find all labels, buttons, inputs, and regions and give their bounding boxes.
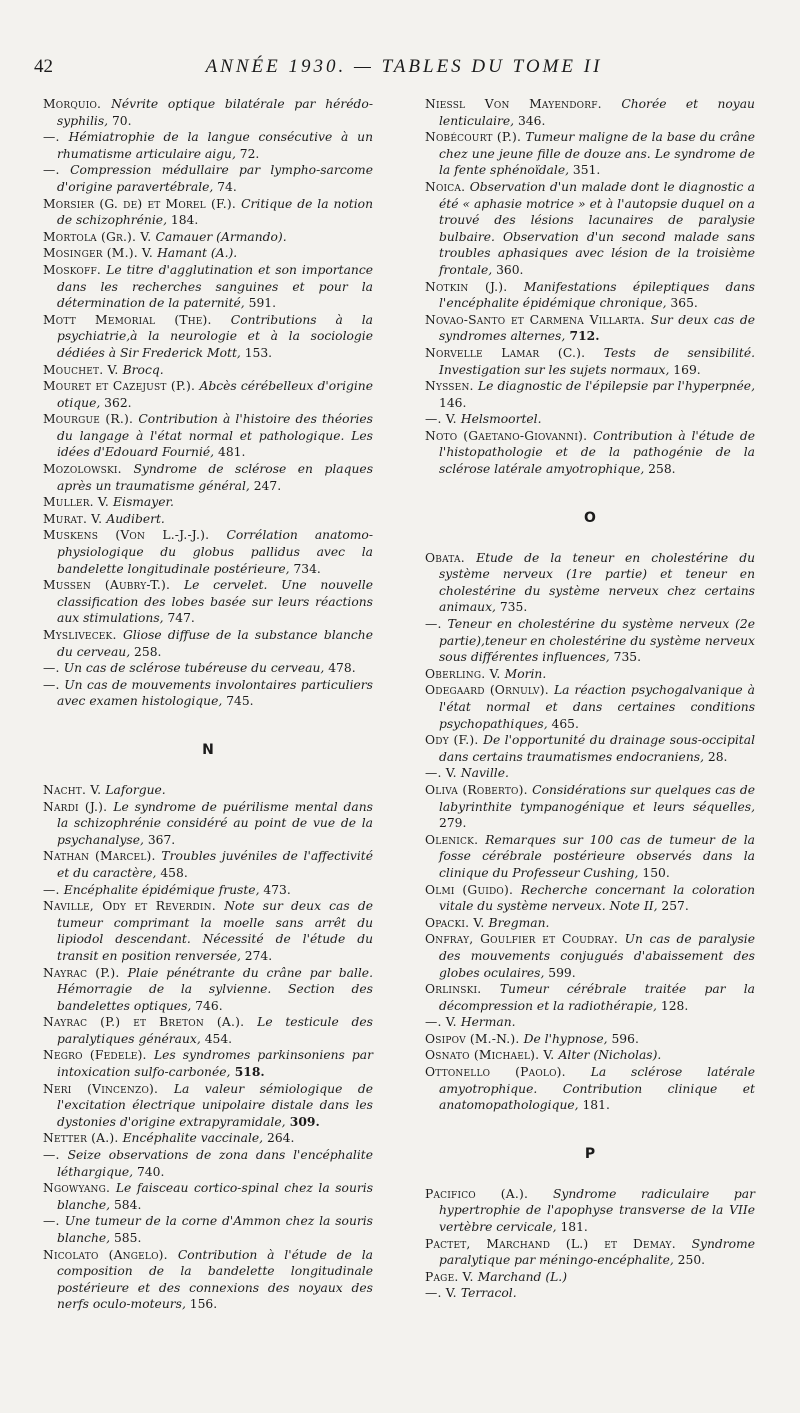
- entry-title: Teneur en cholestérine du système nerveux (2e partie),teneur en cholestérine du système nerveux sous différentes influences,: [439, 617, 755, 665]
- entry-title: Contribution à l'étude de la composition de la bandelette longitudinale postérieure et des connexions des noyaux des nerfs oculo-moteurs,: [57, 1247, 373, 1312]
- index-entry: [425, 1064, 755, 1114]
- entry-page-ref: 258.: [130, 644, 162, 659]
- entry-author: Niessl Von Mayendorf.: [425, 97, 622, 111]
- entry-title: Plaie pénétrante du crâne par balle. Hémorragie de la sylvienne. Section des bandelettes optiques,: [57, 965, 373, 1013]
- entry-title: Audibert.: [106, 511, 165, 526]
- entry-author: Mouret et Cazejust (P.).: [43, 379, 200, 394]
- entry-title: Le cervelet. Une nouvelle classification des lobes basée sur leurs réactions aux stimulations,: [57, 578, 373, 626]
- index-entry: [43, 1213, 373, 1246]
- index-entry: [43, 882, 373, 899]
- entry-title: Syndrome paralytique par méningo-encéphalite,: [439, 1236, 755, 1268]
- index-entry: [43, 660, 373, 677]
- index-entry: [43, 362, 373, 379]
- index-entry: [43, 162, 373, 195]
- entry-author: Opacki. V.: [425, 915, 489, 930]
- index-entry: [425, 832, 755, 882]
- entry-page-ref: 181.: [556, 1220, 588, 1235]
- entry-author: Myslivecek.: [43, 628, 123, 642]
- index-entry: [425, 882, 755, 915]
- entry-page-ref: 279.: [439, 816, 467, 831]
- entry-author: —.: [43, 882, 64, 897]
- entry-page-ref: 70.: [108, 113, 132, 128]
- entry-title: Un cas de mouvements involontaires particuliers avec examen histologique,: [57, 677, 373, 709]
- index-entry: [425, 129, 755, 179]
- entry-author: Mozolowski.: [43, 462, 134, 477]
- entry-author: Neri (Vincenzo).: [43, 1081, 174, 1096]
- index-entry: [425, 411, 755, 428]
- entry-title: Brocq.: [122, 362, 164, 377]
- index-entry: [43, 1247, 373, 1313]
- entry-title: Syndrome radiculaire par hypertrophie de l'apophyse transverse de la VIIe vertèbre cervicale,: [439, 1186, 755, 1235]
- entry-title: Critique de la notion de schizophrénie,: [57, 196, 373, 228]
- entry-author: Mortola (Gr.). V.: [43, 229, 156, 244]
- index-entry: [43, 1081, 373, 1131]
- index-entry: [425, 1047, 755, 1064]
- entry-page-ref: 599.: [544, 965, 576, 980]
- entry-author: Pactet, Marchand (L.) et Demay.: [425, 1236, 692, 1251]
- entry-page-ref: 150.: [638, 865, 670, 880]
- entry-author: Moskoff.: [43, 262, 107, 277]
- entry-author: Notkin (J.).: [425, 279, 524, 294]
- entry-page-ref: 734.: [289, 561, 321, 576]
- index-entry: [425, 1186, 755, 1236]
- index-entry: [425, 1269, 755, 1286]
- index-entry: [43, 511, 373, 528]
- entry-author: Page. V.: [425, 1269, 478, 1284]
- index-entry: [43, 627, 373, 660]
- entry-author: Osipov (M.-N.).: [425, 1031, 524, 1046]
- entry-author: —. V.: [425, 1015, 461, 1030]
- index-entry: [43, 1047, 373, 1080]
- entry-author: —.: [43, 163, 71, 178]
- index-entry: [43, 229, 373, 246]
- entry-title: Morin.: [504, 666, 547, 681]
- entry-author: —. V.: [425, 766, 461, 781]
- entry-title: Considérations sur quelques cas de labyrinthite tympanogénique et leurs séquelles,: [439, 782, 755, 814]
- entry-page-ref: 585.: [110, 1231, 142, 1245]
- entry-page-ref: 473.: [259, 882, 291, 897]
- entry-title: Observation d'un malade dont le diagnostic a été « aphasie motrice » et à l'autopsie duquel on a trouvé des lésions lacunaires de paralysie bulbaire. Observation d'un second malade sans troubles aphasiques avec lésion de la troisième frontale,: [439, 179, 755, 277]
- entry-author: Norvelle Lamar (C.).: [425, 345, 604, 360]
- entry-page-ref: 309.: [285, 1113, 320, 1129]
- entry-title: Helsmoortel.: [460, 412, 542, 427]
- entry-page-ref: 746.: [191, 998, 223, 1013]
- entry-page-ref: 596.: [607, 1031, 639, 1046]
- entry-author: Noto (Gaetano-Giovanni).: [425, 428, 594, 443]
- entry-page-ref: 146.: [439, 395, 467, 410]
- index-entry: [43, 245, 373, 262]
- entry-page-ref: 518.: [230, 1064, 265, 1080]
- entry-author: Ody (F.).: [425, 733, 484, 748]
- entry-author: Mott Memorial (The).: [43, 312, 231, 327]
- entry-title: Abcès cérébelleux d'origine otique,: [57, 379, 373, 410]
- index-entry: [425, 682, 755, 732]
- entry-page-ref: 257.: [657, 899, 689, 914]
- entry-page-ref: 362.: [100, 395, 132, 410]
- entry-author: Murat. V.: [43, 511, 107, 526]
- entry-page-ref: 247.: [249, 478, 282, 493]
- entry-author: Nathan (Marcel).: [43, 849, 162, 864]
- entry-author: —.: [425, 617, 448, 632]
- entry-title: Compression médullaire par lympho-sarcome d'origine paravertébrale,: [57, 163, 373, 194]
- index-entry: [43, 262, 373, 312]
- entry-author: Ottonello (Paolo).: [425, 1065, 591, 1080]
- entry-page-ref: 128.: [656, 998, 689, 1013]
- entry-title: Sur deux cas de syndromes alternes,: [439, 312, 755, 344]
- entry-page-ref: 481.: [214, 445, 246, 460]
- entry-page-ref: 591.: [244, 296, 277, 311]
- entry-author: Nobécourt (P.).: [425, 130, 526, 145]
- index-entry: [425, 1031, 755, 1048]
- entry-page-ref: 250.: [673, 1253, 706, 1268]
- index-entry: [43, 378, 373, 411]
- entry-page-ref: 454.: [200, 1031, 233, 1046]
- index-entry: [425, 981, 755, 1014]
- index-entry: [425, 550, 755, 616]
- entry-page-ref: 367.: [143, 832, 176, 847]
- entry-title: Eismayer.: [113, 495, 174, 510]
- entry-author: —.: [43, 677, 65, 692]
- entry-author: Novao-Santo et Carmena Villarta.: [425, 312, 651, 327]
- entry-author: Nacht. V.: [43, 782, 106, 797]
- entry-title: La valeur sémiologique de l'excitation électrique unipolaire distale dans les dystonies d'origine extrapyramidale,: [57, 1081, 373, 1129]
- index-entry: [43, 799, 373, 849]
- entry-title: Naville.: [460, 766, 509, 781]
- entry-title: Le diagnostic de l'épilepsie par l'hyperpnée,: [477, 379, 755, 394]
- index-entry: [43, 677, 373, 710]
- entry-title: Un cas de sclérose tubéreuse du cerveau,: [63, 661, 325, 676]
- entry-author: Morquio.: [43, 97, 112, 111]
- entry-title: Contribution à l'histoire des théories du langage à l'état normal et pathologique. Les idées d'Edouard Fournié,: [57, 412, 373, 460]
- entry-author: Morsier (G. de) et Morel (F.).: [43, 196, 242, 211]
- entry-author: Mosinger (M.). V.: [43, 246, 158, 261]
- left-column: [43, 96, 373, 1313]
- index-entry: [43, 577, 373, 627]
- entry-title: Une tumeur de la corne d'Ammon chez la souris blanche,: [57, 1214, 373, 1245]
- entry-title: Le testicule des paralytiques généraux,: [57, 1015, 373, 1046]
- entry-author: Orlinski.: [425, 982, 500, 997]
- entry-author: Muller. V.: [43, 495, 114, 510]
- entry-page-ref: 74.: [213, 179, 237, 194]
- entry-page-ref: 169.: [669, 362, 701, 377]
- entry-title: Manifestations épileptiques dans l'encéphalite épidémique chronique,: [439, 279, 755, 311]
- entry-title: Encéphalite vaccinale,: [122, 1131, 264, 1146]
- entry-title: Tumeur cérébrale traitée par la décompression et la radiothérapie,: [439, 982, 756, 1013]
- index-entry: [43, 96, 373, 129]
- entry-page-ref: 712.: [565, 328, 600, 344]
- index-entry: [425, 782, 755, 832]
- entry-author: Ngowyang.: [43, 1181, 116, 1196]
- index-entry: [43, 1180, 373, 1213]
- entry-author: Mouchet. V.: [43, 362, 123, 377]
- running-title: ANNÉE 1930. — TABLES DU TOME II: [205, 56, 603, 77]
- index-entry: [43, 196, 373, 229]
- entry-title: Hamant (A.).: [157, 246, 238, 261]
- index-entry: [425, 345, 755, 378]
- section-letter: O: [584, 509, 596, 526]
- index-entry: [425, 378, 755, 411]
- entry-author: Nardi (J.).: [43, 799, 114, 814]
- entry-title: Recherche concernant la coloration vitale du système nerveux. Note II,: [439, 882, 755, 914]
- index-entry: [43, 129, 373, 162]
- entry-title: De l'hypnose,: [523, 1031, 608, 1046]
- entry-title: Bregman.: [488, 915, 550, 930]
- index-entry: [43, 1130, 373, 1147]
- index-entry: [425, 616, 755, 666]
- index-entry: [43, 494, 373, 511]
- entry-author: Nayrac (P.) et Breton (A.).: [43, 1015, 258, 1030]
- index-entry: [43, 965, 373, 1015]
- index-entry: [425, 96, 755, 129]
- entry-page-ref: 264.: [263, 1131, 295, 1146]
- entry-page-ref: 72.: [235, 146, 260, 161]
- entry-author: Muskens (Von L.-J.-J.).: [43, 528, 227, 543]
- entry-title: Alter (Nicholas).: [558, 1048, 662, 1063]
- entry-author: Osnato (Michael). V.: [425, 1048, 559, 1063]
- entry-title: Hémiatrophie de la langue consécutive à un rhumatisme articulaire aigu,: [57, 130, 373, 161]
- entry-title: Terracol.: [460, 1286, 517, 1301]
- entry-author: Nicolato (Angelo).: [43, 1247, 178, 1262]
- index-entry: [425, 428, 755, 478]
- index-entry: [425, 732, 755, 765]
- entry-title: Troubles juvéniles de l'affectivité et du caractère,: [57, 849, 374, 880]
- entry-page-ref: 181.: [578, 1098, 610, 1113]
- entry-page-ref: 351.: [569, 163, 601, 178]
- entry-title: Chorée et noyau lenticulaire,: [439, 97, 755, 128]
- entry-title: Névrite optique bilatérale par hérédo-syphilis,: [57, 97, 373, 128]
- entry-author: —. V.: [425, 412, 461, 427]
- entry-page-ref: 584.: [110, 1197, 142, 1212]
- entry-author: Oberling. V.: [425, 666, 505, 681]
- entry-author: —.: [43, 661, 64, 676]
- entry-author: —.: [43, 130, 69, 145]
- entry-title: Tests de sensibilité. Investigation sur les sujets normaux,: [439, 345, 755, 377]
- entry-page-ref: 747.: [163, 611, 195, 626]
- index-entry: [425, 279, 755, 312]
- index-entry: [43, 461, 373, 494]
- entry-author: —.: [43, 1214, 65, 1229]
- entry-author: Mourgue (R.).: [43, 412, 139, 427]
- entry-title: Tumeur maligne de la base du crâne chez une jeune fille de douze ans. Le syndrome de la fente sphénoïdale,: [439, 130, 755, 178]
- entry-author: Olenick.: [425, 832, 486, 847]
- entry-author: Obata.: [425, 550, 477, 565]
- index-entry: [43, 1014, 373, 1047]
- entry-author: Oliva (Roberto).: [425, 782, 533, 797]
- entry-title: La réaction psychogalvanique à l'état normal et dans certaines conditions psychopathiques,: [439, 683, 755, 731]
- page-header: [34, 56, 774, 80]
- entry-author: Noica.: [425, 179, 470, 194]
- entry-page-ref: 156.: [185, 1297, 218, 1312]
- index-entry: [425, 1236, 755, 1269]
- entry-author: Negro (Fedele).: [43, 1048, 154, 1063]
- entry-page-ref: 153.: [240, 345, 273, 360]
- entry-title: Note sur deux cas de tumeur comprimant la moelle sans arrêt du lipiodol descendant. Nécessité de l'étude du transit en position renversée,: [57, 899, 373, 963]
- entry-page-ref: 28.: [703, 749, 728, 764]
- entry-title: Le syndrome de puérilisme mental dans la schizophrénie considéré au point de vue de la psychanalyse,: [57, 799, 373, 847]
- entry-page-ref: 735.: [609, 650, 642, 665]
- index-entry: [425, 1014, 755, 1031]
- index-entry: [425, 1285, 755, 1302]
- entry-page-ref: 465.: [547, 716, 579, 731]
- index-entry: [425, 312, 755, 345]
- page-number: 42: [34, 56, 53, 77]
- entry-author: Mussen (Aubry-T.).: [43, 578, 184, 593]
- entry-page-ref: 346.: [514, 113, 546, 128]
- index-entry: [425, 931, 755, 981]
- entry-title: Le faisceau cortico-spinal chez la souris blanche,: [57, 1181, 373, 1212]
- index-entry: [425, 765, 755, 782]
- entry-author: Olmi (Guido).: [425, 882, 521, 897]
- index-entry: [43, 848, 373, 881]
- entry-page-ref: 258.: [644, 462, 676, 477]
- entry-author: Odegaard (Ornulv).: [425, 683, 555, 698]
- entry-title: Seize observations de zona dans l'encéphalite léthargique,: [57, 1148, 374, 1179]
- section-letter: P: [584, 1145, 596, 1162]
- entry-title: Herman.: [460, 1015, 516, 1030]
- entry-author: Onfray, Goulfier et Coudray.: [425, 932, 625, 947]
- entry-page-ref: 745.: [222, 694, 254, 709]
- entry-page-ref: 360.: [492, 262, 524, 277]
- right-column: [425, 96, 755, 1302]
- index-entry: [425, 915, 755, 932]
- index-entry: [43, 1147, 373, 1180]
- index-entry: [43, 782, 373, 799]
- entry-title: Camauer (Armando).: [155, 229, 287, 244]
- entry-title: Etude de la teneur en cholestérine du système nerveux (1re partie) et teneur en cholestérine du système nerveux chez certains animaux,: [439, 550, 756, 615]
- entry-author: Nyssen.: [425, 379, 478, 394]
- entry-title: Un cas de paralysie des mouvements conjugués d'abaissement des globes oculaires,: [439, 932, 755, 980]
- entry-page-ref: 184.: [166, 213, 199, 228]
- entry-author: —.: [43, 1148, 68, 1163]
- entry-title: Encéphalite épidémique fruste,: [63, 882, 260, 897]
- entry-page-ref: 740.: [133, 1164, 165, 1179]
- entry-title: Corrélation anatomo-physiologique du globus pallidus avec la bandelette longitudinale postérieure,: [57, 528, 373, 576]
- entry-page-ref: 735.: [495, 600, 528, 615]
- index-entry: [43, 898, 373, 964]
- entry-title: Gliose diffuse de la substance blanche du cerveau,: [57, 628, 373, 659]
- entry-title: Laforgue.: [105, 782, 166, 797]
- index-entry: [43, 312, 373, 362]
- entry-page-ref: 274.: [240, 948, 273, 963]
- entry-author: Naville, Ody et Reverdin.: [43, 899, 225, 914]
- entry-title: De l'opportunité du drainage sous-occipital dans certains traumatismes endocraniens,: [439, 733, 756, 764]
- entry-title: Contribution à l'étude de l'histopathologie et de la pathogénie de la sclérose latérale amyotrophique,: [439, 428, 755, 477]
- entry-title: Syndrome de sclérose en plaques après un traumatisme général,: [57, 462, 373, 493]
- entry-author: —. V.: [425, 1286, 461, 1301]
- entry-title: Le titre d'agglutination et son importance dans les recherches sanguines et pour la détermination de la paternité,: [57, 262, 373, 311]
- entry-title: La sclérose latérale amyotrophique. Contribution clinique et anatomopathologique,: [439, 1065, 755, 1113]
- index-entry: [425, 666, 755, 683]
- entry-title: Les syndromes parkinsoniens par intoxication sulfo-carbonée,: [57, 1048, 373, 1080]
- entry-author: Nayrac (P.).: [43, 965, 128, 980]
- section-letter: N: [202, 741, 214, 758]
- index-entry: [425, 179, 755, 279]
- entry-title: Marchand (L.): [477, 1269, 568, 1284]
- entry-author: Netter (A.).: [43, 1131, 123, 1146]
- entry-title: Remarques sur 100 cas de tumeur de la fosse cérébrale postérieure observés dans la clinique du Professeur Cushing,: [439, 832, 755, 880]
- entry-author: Pacifico (A.).: [425, 1186, 553, 1201]
- entry-title: Contributions à la psychiatrie,à la neurologie et à la sociologie dédiées à Sir Frederick Mott,: [57, 312, 373, 360]
- entry-page-ref: 478.: [324, 661, 356, 676]
- index-entry: [43, 527, 373, 577]
- entry-page-ref: 458.: [156, 865, 188, 880]
- index-entry: [43, 411, 373, 461]
- entry-page-ref: 365.: [666, 296, 698, 311]
